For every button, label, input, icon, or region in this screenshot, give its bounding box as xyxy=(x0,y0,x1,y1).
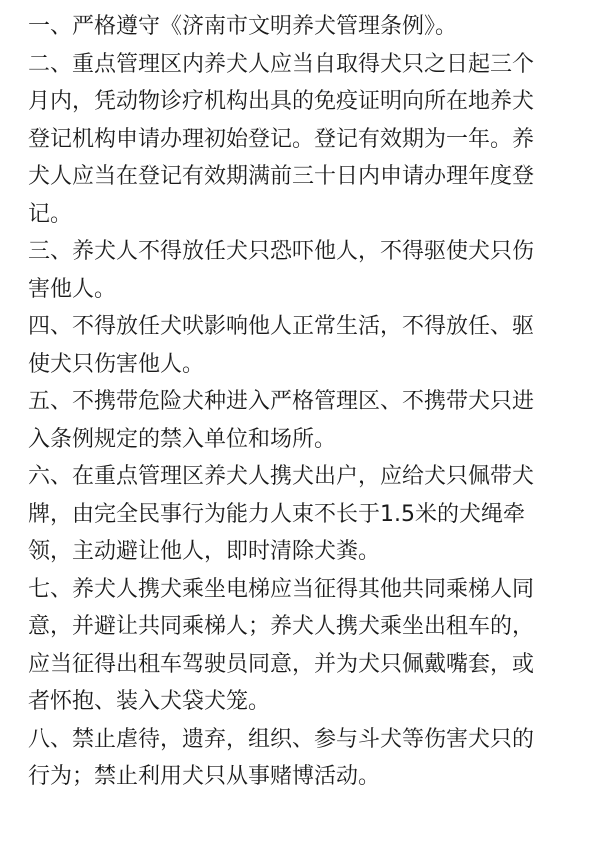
rule-line: 三、养犬人不得放任犬只恐吓他人，不得驱使犬只伤 xyxy=(28,239,535,264)
rule-line: 四、不得放任犬吠影响他人正常生活，不得放任、驱 xyxy=(28,314,535,339)
rule-line: 犬人应当在登记有效期满前三十日内申请办理年度登 xyxy=(28,164,535,189)
rule-4 xyxy=(28,308,572,383)
rule-1 xyxy=(28,8,572,46)
rule-line: 者怀抱、装入犬袋犬笼。 xyxy=(28,689,271,714)
rule-line: 应当征得出租车驾驶员同意，并为犬只佩戴嘴套，或 xyxy=(28,651,535,677)
rule-line: 记。 xyxy=(28,201,73,227)
rule-line: 牌，由完全民事行为能力人束不长于1.5米的犬绳牵 xyxy=(28,501,525,527)
rule-line: 五、不携带危险犬种进入严格管理区、不携带犬只进 xyxy=(28,389,535,414)
rule-5 xyxy=(28,383,572,458)
rule-line: 六、在重点管理区养犬人携犬出户，应给犬只佩带犬 xyxy=(28,464,535,489)
rule-line: 意，并避让共同乘梯人；养犬人携犬乘坐出租车的， xyxy=(28,614,535,639)
rule-line: 行为；禁止利用犬只从事赌博活动。 xyxy=(28,764,381,789)
rule-line: 入条例规定的禁入单位和场所。 xyxy=(28,426,337,452)
rule-line: 害他人。 xyxy=(28,276,117,302)
rule-line: 一、严格遵守《济南市文明养犬管理条例》。 xyxy=(28,14,458,39)
rule-7 xyxy=(28,571,572,721)
rule-line: 领，主动避让他人，即时清除犬粪。 xyxy=(28,539,381,564)
rule-line: 登记机构申请办理初始登记。登记有效期为一年。养 xyxy=(28,126,535,152)
rule-line: 八、禁止虐待，遗弃，组织、参与斗犬等伤害犬只的 xyxy=(28,726,535,752)
rule-line: 月内，凭动物诊疗机构出具的免疫证明向所在地养犬 xyxy=(28,89,535,114)
rule-line: 二、重点管理区内养犬人应当自取得犬只之日起三个 xyxy=(28,51,535,77)
rule-line: 使犬只伤害他人。 xyxy=(28,351,205,377)
rule-3 xyxy=(28,233,572,308)
rule-8 xyxy=(28,721,572,796)
rule-line: 七、养犬人携犬乘坐电梯应当征得其他共同乘梯人同 xyxy=(28,576,535,602)
rule-6 xyxy=(28,458,572,571)
rule-2 xyxy=(28,46,572,234)
